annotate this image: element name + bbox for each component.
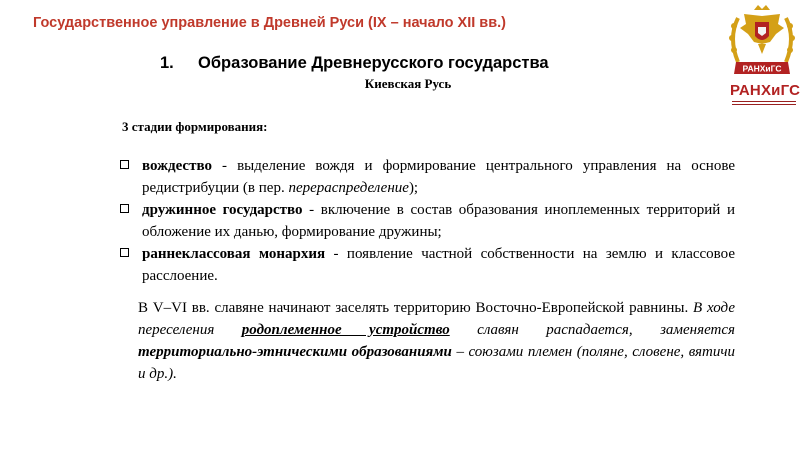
paragraph-italic-2: славян распадается, заменяется (449, 322, 735, 338)
stages-label: 3 стадии формирования: (122, 119, 268, 134)
square-bullet-icon (120, 204, 129, 213)
bullet-italic: перераспределение (288, 180, 409, 196)
ranepa-logo (724, 4, 800, 110)
square-bullet-icon (120, 160, 129, 169)
section-heading (160, 54, 549, 73)
bullet-text: - появление частной собственности на землю и классовое расслоение. (142, 246, 735, 284)
term-early-monarchy: раннеклассовая монархия (142, 246, 326, 262)
subtitle-text: Киевская Русь (364, 76, 452, 91)
term-druzhina-state: дружинное государство (142, 202, 303, 218)
emblem-icon (724, 4, 800, 84)
list-item (118, 199, 735, 243)
bullet-text: - выделение вождя и формирование центрального управления на основе редистрибуции (в пер. (142, 158, 735, 196)
term-chiefdom: вождество (142, 158, 212, 174)
section-number: 1. (160, 54, 174, 72)
presentation-title: Государственное управление в Древней Руси (IX – начало XII вв.) (33, 15, 506, 31)
square-bullet-icon (120, 248, 129, 257)
paragraph-bold-italic: территориально-этническими образованиями (138, 344, 452, 360)
paragraph-plain: В V–VI вв. славяне начинают заселять территорию Восточно-Европейской равнины. (138, 300, 694, 316)
stages-list (118, 155, 735, 287)
paragraph-bold-underline: родоплеменное устройство (241, 322, 450, 338)
logo-wordmark: РАНХиГС (730, 82, 800, 99)
paragraph-italic-1: В ходе переселения (138, 300, 735, 338)
list-item (118, 155, 735, 199)
list-item (118, 243, 735, 287)
section-subtitle (0, 76, 800, 92)
logo-ribbon-text: РАНХиГС (742, 63, 782, 74)
paragraph-italic-3: – союзами племен (поляне, словене, вятичи и др.). (138, 344, 735, 382)
body-paragraph (138, 297, 735, 385)
bullet-text: - включение в состав образования иноплеменных территорий и обложение их данью, формирование дружины; (142, 202, 735, 240)
logo-caption-lines (732, 101, 796, 107)
bullet-text-end: ); (408, 180, 419, 196)
section-title: Образование Древнерусского государства (198, 54, 549, 72)
